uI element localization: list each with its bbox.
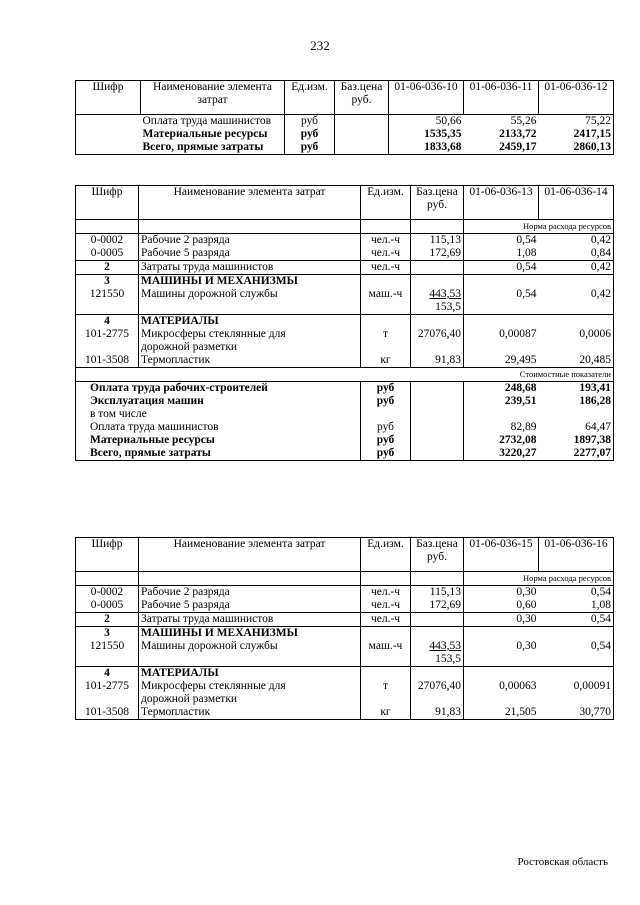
row-code: 0-0005 (76, 247, 139, 261)
section-row (76, 627, 614, 641)
row-name: Всего, прямые затраты (141, 141, 285, 155)
row-code: 4 (76, 315, 139, 329)
table-row (76, 128, 614, 141)
cost-value: 186,28 (539, 395, 614, 408)
row-price: 115,13 (411, 234, 464, 248)
cost-name: в том числе (76, 408, 361, 421)
row-unit: чел.-ч (361, 586, 411, 600)
table-row (76, 640, 614, 667)
header-unit: Ед.изм. (361, 538, 411, 572)
cost-row (76, 421, 614, 434)
cost-value: 1897,38 (539, 434, 614, 447)
header-col: 01-06-036-10 (389, 81, 464, 115)
row-code: 3 (76, 275, 139, 289)
row-value: 0,42 (539, 288, 614, 315)
row-value: 0,42 (539, 234, 614, 248)
row-code: 101-2775 (76, 680, 139, 706)
section-title: МАТЕРИАЛЫ (139, 315, 361, 329)
row-value: 1,08 (539, 599, 614, 613)
table-3-header (76, 538, 614, 572)
header-name: Наименование элемента затрат (141, 81, 285, 115)
row-name: Рабочие 5 разряда (141, 599, 230, 611)
row-code: 3 (76, 627, 139, 641)
row-value: 21,505 (464, 706, 539, 720)
row-code: 121550 (76, 640, 139, 667)
row-value: 0,54 (539, 640, 614, 667)
row-value: 0,54 (464, 234, 539, 248)
header-unit: Ед.изм. (361, 186, 411, 220)
cost-row (76, 434, 614, 447)
row-code: 2 (76, 261, 139, 275)
cost-value: 248,68 (464, 382, 539, 396)
row-unit: руб (285, 128, 335, 141)
norm-label-row (76, 220, 614, 234)
cost-label: Стоимостные показатели (464, 368, 614, 382)
table-2-header (76, 186, 614, 220)
row-unit: чел.-ч (361, 234, 411, 248)
row-name: Микросферы стеклянные для дорожной разметки (141, 680, 286, 705)
table-1 (75, 80, 614, 155)
row-value: 1833,68 (389, 141, 464, 155)
table-3 (75, 537, 614, 720)
header-code: Шифр (76, 186, 139, 220)
header-col: 01-06-036-12 (539, 81, 614, 115)
table-row (76, 247, 614, 261)
section-row (76, 275, 614, 289)
table-row (76, 706, 614, 720)
row-value: 29,495 (504, 354, 537, 366)
row-unit: руб (285, 115, 335, 129)
table-row (76, 288, 614, 315)
table-row (76, 354, 614, 368)
row-value: 0,54 (539, 613, 614, 627)
row-code: 0-0002 (76, 586, 139, 600)
row-name: Рабочие 5 разряда (141, 247, 230, 259)
row-code: 4 (76, 667, 139, 681)
section-title: МАТЕРИАЛЫ (139, 667, 361, 681)
cost-value: 64,47 (539, 421, 614, 434)
row-value: 0,30 (464, 586, 539, 600)
row-unit: маш.-ч (361, 640, 411, 667)
table-row (76, 234, 614, 248)
table-row (76, 599, 614, 613)
row-unit: чел.-ч (361, 247, 411, 261)
row-name: Рабочие 2 разряда (139, 234, 361, 248)
row-name: Термопластик (141, 354, 211, 366)
section-row (76, 667, 614, 681)
norm-label: Норма расхода ресурсов (464, 572, 614, 586)
cost-value: 2732,08 (499, 434, 537, 446)
row-name: Рабочие 2 разряда (139, 586, 361, 600)
cost-row (76, 447, 614, 461)
cost-name: Оплата труда машинистов (76, 421, 361, 434)
row-name: Микросферы стеклянные для дорожной разметки (141, 328, 286, 353)
row-name: Материальные ресурсы (142, 128, 268, 140)
header-code: Шифр (76, 538, 139, 572)
row-price: 91,83 (411, 706, 464, 720)
row-price: 27076,40 (411, 328, 464, 354)
cost-unit: руб (361, 421, 411, 434)
cost-name: Материальные ресурсы (76, 434, 361, 447)
row-value: 0,30 (464, 613, 539, 627)
cost-unit: руб (361, 447, 411, 461)
row-value: 2860,13 (539, 141, 614, 155)
row-value: 2459,17 (464, 141, 539, 155)
table-row (76, 261, 614, 275)
cost-value: 3220,27 (464, 447, 539, 461)
row-price: 443,53 153,5 (411, 288, 464, 315)
row-value: 2133,72 (499, 128, 537, 140)
row-code: 121550 (76, 288, 139, 315)
row-value: 1535,35 (424, 128, 462, 140)
table-1-header (76, 81, 614, 115)
cost-value: 82,89 (510, 421, 537, 433)
row-value: 0,00087 (499, 328, 537, 340)
section-row (76, 315, 614, 329)
row-value: 30,770 (539, 706, 614, 720)
row-value: 2417,15 (539, 128, 614, 141)
row-value: 0,60 (516, 599, 537, 611)
table-row (76, 115, 614, 129)
header-name: Наименование элемента затрат (139, 538, 361, 572)
row-value: 0,00063 (499, 680, 537, 692)
norm-label-row (76, 572, 614, 586)
row-value: 55,26 (510, 115, 537, 127)
header-col: 01-06-036-16 (539, 538, 614, 572)
row-value: 0,54 (516, 288, 537, 300)
section-title: МАШИНЫ И МЕХАНИЗМЫ (139, 627, 361, 641)
row-name: Затраты труда машинистов (139, 261, 361, 275)
cost-unit: руб (361, 434, 411, 447)
header-name: Наименование элемента затрат (139, 186, 361, 220)
row-name: Термопластик (139, 706, 361, 720)
cost-row (76, 395, 614, 408)
table-row (76, 586, 614, 600)
footer-region: Ростовская область (517, 856, 608, 868)
norm-label: Норма расхода ресурсов (464, 220, 614, 234)
cost-unit: руб (361, 382, 411, 396)
table-row (76, 141, 614, 155)
header-price: Баз.цена руб. (335, 81, 389, 115)
row-price: 172,69 (411, 599, 464, 613)
row-price: 27076,40 (411, 680, 464, 706)
table-row (76, 328, 614, 354)
row-value: 0,30 (516, 640, 537, 652)
row-name: Машины дорожной службы (141, 640, 278, 652)
row-code: 101-3508 (76, 354, 139, 368)
row-unit: чел.-ч (361, 613, 411, 627)
cost-label-row (76, 368, 614, 382)
table-row (76, 680, 614, 706)
cost-name: Эксплуатация машин (76, 395, 361, 408)
cost-value: 2277,07 (539, 447, 614, 461)
row-unit: кг (361, 354, 411, 368)
row-code: 101-3508 (76, 706, 139, 720)
row-unit: маш.-ч (361, 288, 411, 315)
row-name: Затраты труда машинистов (139, 613, 361, 627)
cost-row (76, 408, 614, 421)
row-unit: руб (285, 141, 335, 155)
header-price: Баз.цена руб. (411, 538, 464, 572)
row-unit: чел.-ч (361, 261, 411, 275)
row-price: 91,83 (411, 354, 464, 368)
row-code: 2 (76, 613, 139, 627)
section-title: МАШИНЫ И МЕХАНИЗМЫ (139, 275, 361, 289)
cost-value: 193,41 (539, 382, 614, 396)
table-row (76, 613, 614, 627)
row-value: 0,0006 (539, 328, 614, 354)
row-code: 0-0002 (76, 234, 139, 248)
table-2 (75, 185, 614, 461)
header-unit: Ед.изм. (285, 81, 335, 115)
header-price: Баз.цена руб. (411, 186, 464, 220)
row-value: 0,54 (539, 586, 614, 600)
row-code: 101-2775 (76, 328, 139, 354)
row-unit: т (361, 680, 411, 706)
row-code: 0-0005 (76, 599, 139, 613)
cost-name: Всего, прямые затраты (76, 447, 361, 461)
cost-name: Оплата труда рабочих-строителей (76, 382, 361, 396)
row-unit: кг (361, 706, 411, 720)
row-price: 172,69 (411, 247, 464, 261)
row-unit: т (361, 328, 411, 354)
header-col: 01-06-036-11 (464, 81, 539, 115)
page-number: 232 (310, 38, 330, 53)
row-value: 20,485 (539, 354, 614, 368)
header-col: 01-06-036-14 (539, 186, 614, 220)
row-value: 0,84 (539, 247, 614, 261)
header-code: Шифр (76, 81, 141, 115)
header-col: 01-06-036-13 (464, 186, 539, 220)
row-price: 443,53 153,5 (411, 640, 464, 667)
cost-row (76, 382, 614, 396)
cost-value: 239,51 (504, 395, 537, 407)
cost-unit: руб (361, 395, 411, 408)
row-price: 115,13 (411, 586, 464, 600)
row-name: Машины дорожной службы (141, 288, 278, 300)
row-unit: чел.-ч (361, 599, 411, 613)
row-value: 50,66 (435, 115, 462, 127)
row-value: 1,08 (516, 247, 537, 259)
row-value: 0,54 (464, 261, 539, 275)
row-value: 75,22 (539, 115, 614, 129)
row-value: 0,42 (539, 261, 614, 275)
row-name: Оплата труда машинистов (142, 115, 272, 127)
row-value: 0,00091 (539, 680, 614, 706)
header-col: 01-06-036-15 (464, 538, 539, 572)
